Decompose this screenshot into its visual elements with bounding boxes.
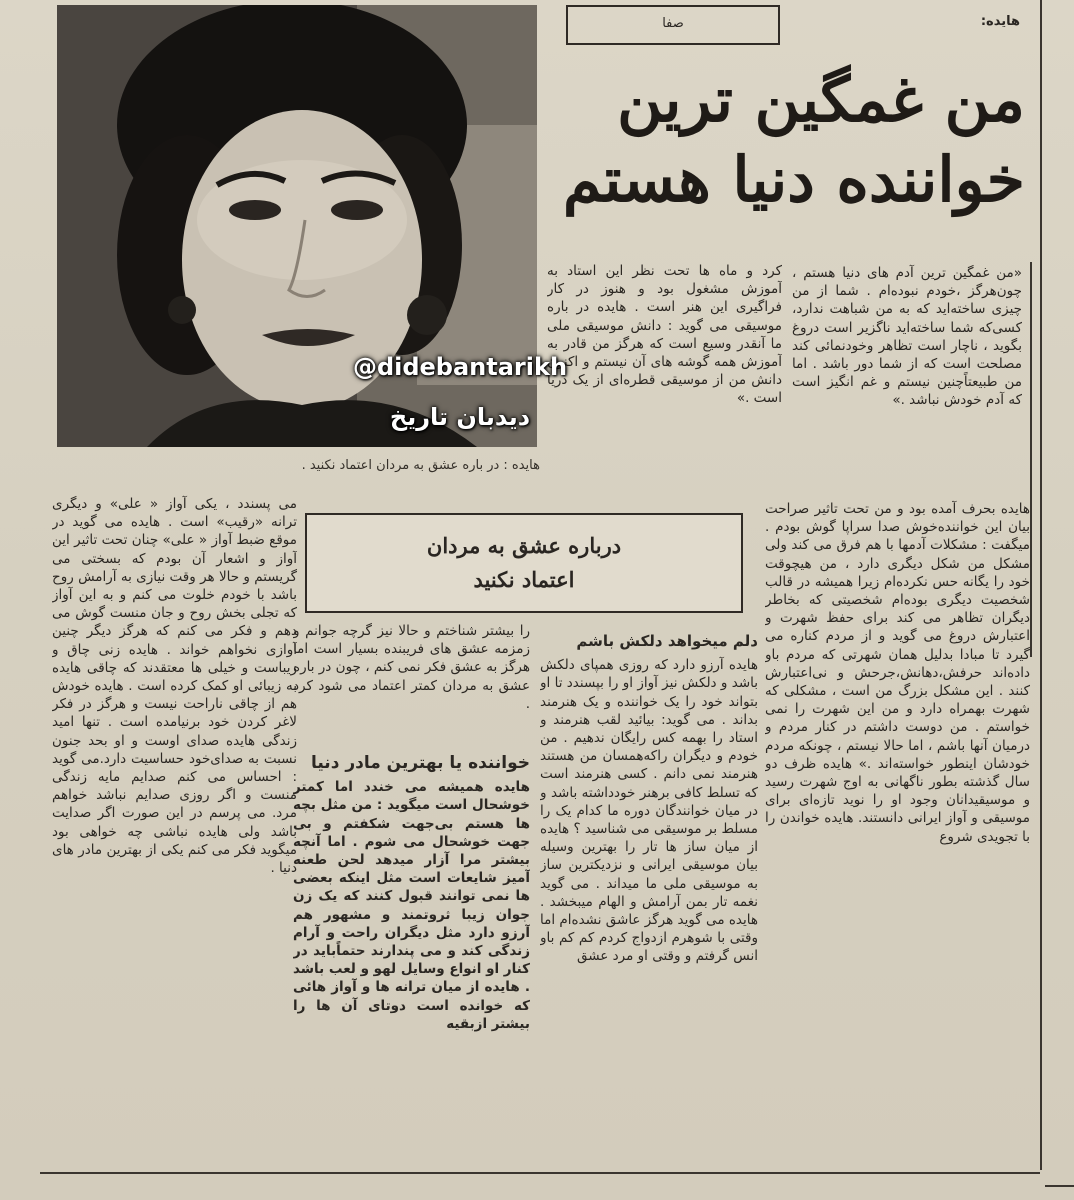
adjacent-column-edge [1050,10,1074,1160]
watermark-name: دیدبان تاریخ [389,403,531,431]
bottom-rule-right [1045,1185,1074,1187]
headline-line-2: خواننده دنیا هستم [562,143,1025,216]
column-right-bottom: هایده بحرف آمده بود و من تحت تاثیر صراحت بیان این خواننده‌خوش صدا سراپا گوش بودم . میگفت : مشکلات آدمها با هم فرق می کند ولی مشکل من شکل دیگری دارد ، من هیچوقت خود را یگانه حس نکرده‌ام زیرا همیشه در قالب شخصیت دیگری بوده‌ام شخصیتی که بخاطر دیگران تظاهر می کند برای حفظ شهرت و اعتبارش دروغ می گوید و از مردم کناره می گیرد تا مبادا بدلیل همان شهرتی که مردم باو داده‌اند حرفش،دهانش،جرحش و نی‌اعتبارش کنند . این مشکل بزرگ من است ، مشکلی که شهرت بهمراه دارد و من این شهرت را نمی خواستم . من دوست داشتم در کنار مردم و درمیان آنها باشم ، اما حالا نیستم ، چونکه مردم خودشان اینطور خواسته‌اند .» هایده ظرف دو سال گذشته بطور ناگهانی به اوج شهرت رسید و موسیقیدانان وجود او را نوید تازه‌ای برای موسیقی و آواز ایرانی دانستند. هایده خواندن را با تجویدی شروع [765,501,1030,845]
column-center-top: را بیشتر شناختم و حالا نیز گرچه جوانم و زمزمه عشق های فریبنده بسیار است اما هرگز به عشق فکر نمی کنم ، چون در باره عشق به مردان کمتر اعتماد می شود کرد . [293,623,530,712]
page-edge-rule [1040,0,1042,1170]
column-right-top: «من غمگین ترین آدم های دنیا هستم ، چون‌هرگز ،خودم نبوده‌ام . شما از من چیزی ساخته‌اید که به من شباهت ندارد، کسی‌که شما ساخته‌اید ناگزیر است دروغ بگوید ، ناچار است تظاهر وخودنمائی کند مصلحت است که از شما دور باشد . اما من طبیعتاًچنین نیستم و غم انگیز است که آدم خودش نباشد .» [792,265,1022,409]
column-middle-bottom: هایده آرزو دارد که روزی همپای دلکش باشد و دلکش نیز آواز او را بپسندد تا او بتواند خود را یک خواننده و یک هنرمند بداند . می گوید: بیائید لقب هنرمند و استاد را بهمه کس رایگان ندهیم . من خودم و دیگران راکه‌همسان من هستند هنرمند نمی دانم . کسی هنرمند است که تسلط کافی برهنر خودداشته باشد و در میان خوانندگان دوره ما کدام یک را مسلط بر موسیقی می شناسید ؟ هایده از میان ساز ها تار را بهترین وسیله بیان موسیقی ایرانی و نزدیکترین ساز به موسیقی ملی ما میداند . می گوید نغمه تار بمن آرامش و الهام میبخشد . هایده می گوید هرگز عاشق نشده‌ام اما وقتی با شوهرم ازدواج کردم کم کم باو انس گرفتم و وقتی او مرد عشق [540,657,758,965]
column-center-bottom: هایده همیشه می خندد اما کمتر خوشحال است میگوید : من مثل بچه ها هستم بی‌جهت شکفتم و بی جهت خوشحال می شوم . اما آنچه بیشتر مرا آزار میدهد لحن طعنه آمیز شایعات است مثل اینکه بعضی ها نمی توانند قبول کنند که یک زن جوان زیبا ثروتمند و مشهور هم آرزو دارد مثل دیگران راحت و آرام زندگی کند و می پندارند حتماًباید در کنار او انواع وسایل لهو و لعب باشد . هایده از میان ترانه ها و آواز هائی که خوانده است دوتای آن ها را بیشتر ازبقیه [293,779,530,1032]
photo-caption: هایده : در باره عشق به مردان اعتماد نکنید . [301,458,540,473]
subhead-delkash: دلم میخواهد دلکش باشم [576,632,758,650]
watermark-handle: @didebantarikh [352,353,568,381]
column-left: می پسندد ، یکی آواز « علی» و دیگری ترانه «رقیب» است . هایده می گوید در موقع ضبط آواز « علی» چنان تحت تاثیر این آواز و اشعار آن بودم که بسختی می گریستم و حالا هر وقت نیازی به آرامش روح باشد با خودم خلوت می کنم و به این آواز که تجلی بخش روح و جان منست گوش می دهم و فکر می کنم که هرگز دیگر چنین آوازی نخواهم خواند . هایده زنی چاق و زیباست و خیلی ها معتقدند که چاقی هایده به زیبائی او کمک کرده است . هایده خودش هم از چاقی ناراحت نیست و هرگز در فکر لاغر کردن خود برنیامده است . تنها امید زندگی هایده صدای اوست و او بحد جنون نسبت به صدای‌خود حساسیت دارد.می گوید : احساس می کنم صدایم مایه زندگی منست و اگر روزی صدایم نباشد خواهم مرد. می پرسم در این صورت اگر صدایت باشد ولی هایده نباشی چه خواهی بود میگوید فکر می کنم یکی از بهترین مادر های دنیا . [52,496,297,877]
box-headline-line-1: درباره عشق به مردان [426,533,622,558]
column-middle-top: کرد و ماه ها تحت نظر این استاد به آموزش مشغول بود و هنوز در کار فراگیری این هنر است . هایده در باره موسیقی می گوید : دانش موسیقی ملی ما آنقدر وسیع است که هرگز من قادر به آموزش همه گوشه های آن نیستم و اکنون دانش من از موسیقی قطره‌ای از یک دریا است .» [547,263,782,407]
subhead-singer-or-mother: خواننده یا بهترین مادر دنیا [310,753,530,773]
headline [545,60,1025,220]
kicker: هایده: [980,14,1020,29]
column-rule [1030,262,1032,657]
headline-line-1: من غمگین ترین [617,63,1025,136]
bottom-rule [40,1172,1040,1174]
author-box: صفا [566,5,780,45]
box-headline [305,513,743,613]
box-headline-line-2: اعتماد نکنید [473,567,575,592]
column-center-bottom-wrap [293,748,530,1168]
column-middle-bottom-wrap [540,626,758,1166]
watermark [330,352,590,434]
